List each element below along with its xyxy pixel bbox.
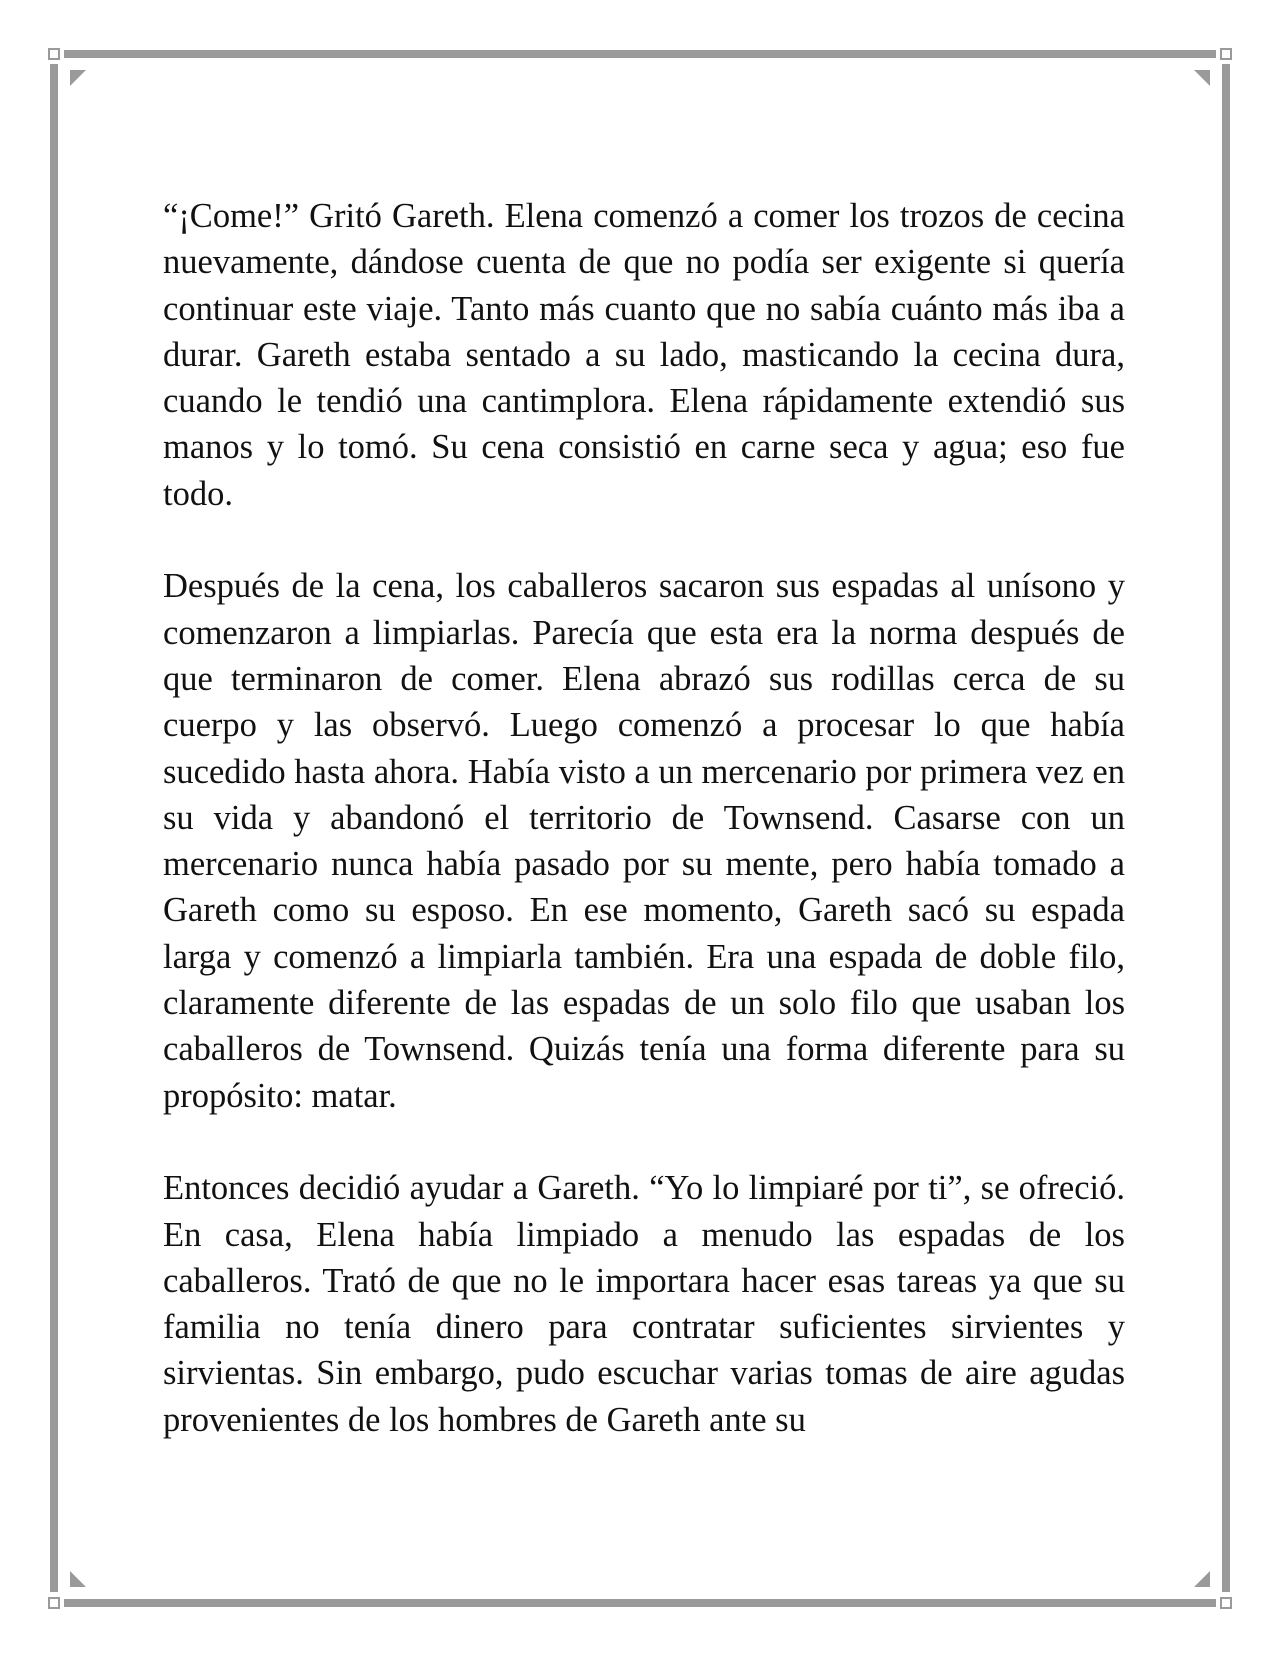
- frame-border-left: [50, 64, 58, 1592]
- frame-border-top: [64, 50, 1216, 58]
- page-body-text: [163, 193, 1125, 1489]
- corner-ornament-triangle: [70, 1571, 86, 1587]
- corner-ornament-triangle: [70, 70, 86, 86]
- frame-border-bottom: [64, 1599, 1216, 1607]
- corner-ornament-square: [48, 48, 60, 60]
- corner-ornament-square: [1220, 1597, 1232, 1609]
- paragraph: Después de la cena, los caballeros sacaron sus espadas al unísono y comenzaron a limpiarlas. Parecía que esta era la norma después de que terminaron de comer. Elena abrazó sus rodillas cerca de su cuerpo y las observó. Luego comenzó a procesar lo que había sucedido hasta ahora. Había visto a un mercenario por primera vez en su vida y abandonó el territorio de Townsend. Casarse con un mercenario nunca había pasado por su mente, pero había tomado a Gareth como su esposo. En ese momento, Gareth sacó su espada larga y comenzó a limpiarla también. Era una espada de doble filo, claramente diferente de las espadas de un solo filo que usaban los caballeros de Townsend. Quizás tenía una forma diferente para su propósito: matar.: [163, 567, 1125, 1115]
- corner-ornament-square: [48, 1597, 60, 1609]
- corner-ornament-triangle: [1194, 70, 1210, 86]
- paragraph: “¡Come!” Gritó Gareth. Elena comenzó a comer los trozos de cecina nuevamente, dándose cuenta de que no podía ser exigente si quería continuar este viaje. Tanto más cuanto que no sabía cuánto más iba a durar. Gareth estaba sentado a su lado, masticando la cecina dura, cuando le tendió una cantimplora. Elena rápidamente extendió sus manos y lo tomó. Su cena consistió en carne seca y agua; eso fue todo.: [163, 197, 1125, 513]
- corner-ornament-triangle: [1194, 1571, 1210, 1587]
- frame-border-right: [1222, 64, 1230, 1592]
- corner-ornament-square: [1220, 48, 1232, 60]
- paragraph: Entonces decidió ayudar a Gareth. “Yo lo limpiaré por ti”, se ofreció. En casa, Elena había limpiado a menudo las espadas de los caballeros. Trató de que no le importara hacer esas tareas ya que su familia no tenía dinero para contratar suficientes sirvientes y sirvientas. Sin embargo, pudo escuchar varias tomas de aire agudas provenientes de los hombres de Gareth ante su: [163, 1169, 1125, 1439]
